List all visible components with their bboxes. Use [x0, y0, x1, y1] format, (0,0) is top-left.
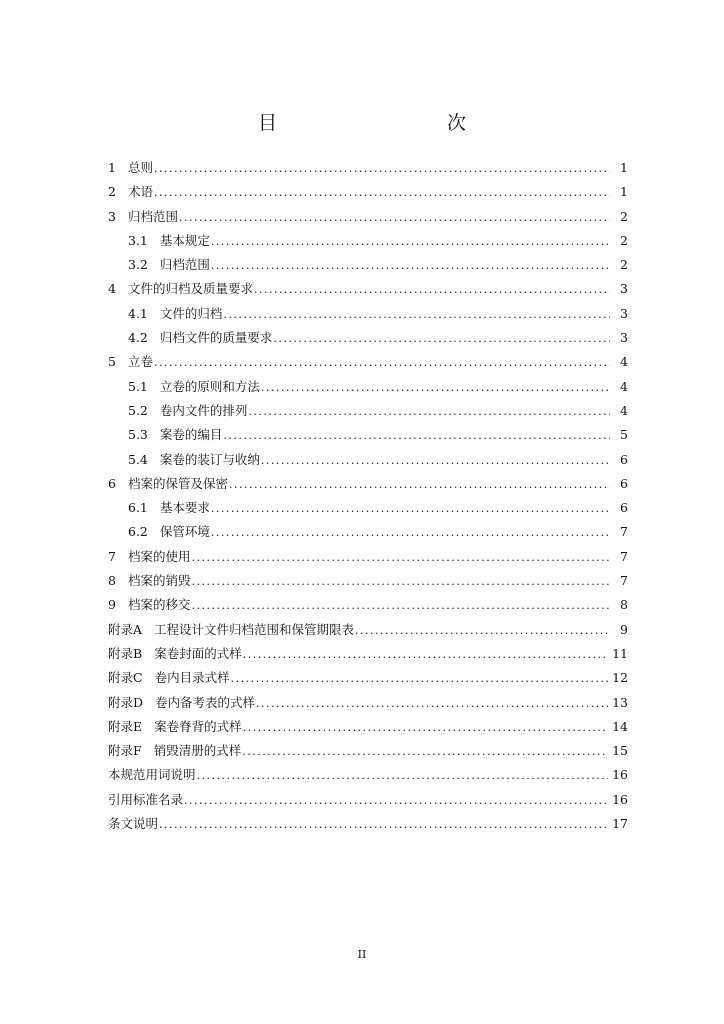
toc-entry-title: 总则: [127, 160, 153, 175]
table-of-contents: [108, 156, 628, 836]
toc-dot-leader: [159, 813, 608, 836]
toc-entry-page: 3: [620, 330, 628, 346]
toc-entry-title: 归档范围: [127, 208, 178, 224]
toc-entry-page: 2: [620, 208, 628, 224]
toc-entry-number: 9: [108, 597, 116, 613]
toc-entry-number: 5.1: [128, 378, 148, 394]
toc-entry[interactable]: [108, 812, 628, 836]
toc-entry-page: 6: [620, 451, 628, 467]
toc-entry[interactable]: [108, 496, 628, 520]
toc-dot-leader: [248, 400, 610, 423]
toc-entry-title: 立卷的原则和方法: [159, 378, 260, 394]
toc-dot-leader: [223, 303, 610, 326]
toc-dot-leader: [231, 667, 609, 690]
toc-entry-number: 4: [108, 281, 116, 297]
toc-entry[interactable]: [108, 448, 628, 472]
toc-entry-page: 2: [620, 232, 628, 248]
toc-entry-page: 4: [620, 402, 628, 418]
toc-entry-number: 6.2: [128, 524, 148, 540]
toc-dot-leader: [242, 740, 608, 763]
toc-entry-title: 卷内目录式样: [154, 670, 230, 686]
toc-dot-leader: [191, 546, 610, 569]
toc-entry-title: 卷内备考表的式样: [155, 694, 256, 710]
toc-entry-page: 8: [620, 597, 628, 613]
toc-entry-number: 1: [108, 160, 116, 175]
toc-dot-leader: [211, 521, 610, 544]
toc-entry[interactable]: [108, 423, 628, 447]
toc-entry-number: 附录D: [108, 694, 144, 710]
toc-entry[interactable]: [108, 618, 628, 642]
toc-entry-title: 案卷脊背的式样: [154, 718, 242, 734]
toc-entry-title: 案卷的装订与收纳: [159, 451, 260, 467]
toc-entry-number: 附录A: [108, 621, 143, 637]
toc-entry-title: 立卷: [127, 354, 153, 370]
toc-entry[interactable]: [108, 788, 628, 812]
toc-entry-number: 6: [108, 475, 116, 491]
toc-dot-leader: [154, 157, 610, 180]
toc-entry-title: 归档范围: [159, 257, 210, 273]
toc-entry-page: 7: [620, 573, 628, 589]
toc-entry-title: 销毁清册的式样: [153, 743, 242, 759]
toc-dot-leader: [243, 643, 608, 666]
toc-entry-number: 3.1: [128, 232, 148, 248]
toc-dot-leader: [191, 570, 610, 593]
toc-entry-title: 工程设计文件归档范围和保管期限表: [154, 621, 355, 637]
toc-entry-title: 档案的移交: [127, 597, 191, 613]
toc-entry[interactable]: [108, 277, 628, 301]
toc-entry-page: 6: [620, 475, 628, 491]
toc-entry[interactable]: [108, 472, 628, 496]
toc-entry-page: 11: [612, 645, 628, 661]
toc-entry-page: 7: [620, 524, 628, 540]
toc-entry[interactable]: [108, 520, 628, 544]
toc-dot-leader: [179, 206, 610, 229]
toc-entry-title: 案卷封面的式样: [154, 645, 242, 661]
toc-entry[interactable]: [108, 302, 628, 326]
toc-entry[interactable]: [108, 739, 628, 763]
toc-entry-page: 12: [612, 670, 628, 686]
toc-dot-leader: [211, 230, 610, 253]
toc-entry-title: 本规范用词说明: [108, 767, 196, 783]
toc-entry-page: 9: [620, 621, 628, 637]
toc-entry[interactable]: [108, 569, 628, 593]
toc-entry-page: 4: [620, 378, 628, 394]
toc-entry-number: 附录B: [108, 645, 143, 661]
toc-entry-number: 3.2: [128, 257, 148, 273]
toc-entry[interactable]: [108, 715, 628, 739]
toc-entry-title: 术语: [127, 184, 153, 200]
toc-entry-number: 5.3: [128, 427, 148, 443]
toc-dot-leader: [243, 716, 608, 739]
toc-dot-leader: [261, 376, 610, 399]
toc-entry-page: 7: [620, 548, 628, 564]
toc-entry-title: 卷内文件的排列: [159, 402, 248, 418]
toc-entry-page: 17: [612, 816, 628, 832]
toc-dot-leader: [184, 789, 608, 812]
toc-entry-page: 16: [612, 767, 628, 783]
toc-entry-number: 2: [108, 184, 116, 200]
toc-entry-number: 附录C: [108, 670, 143, 686]
toc-entry-page: 6: [620, 500, 628, 516]
toc-entry[interactable]: [108, 375, 628, 399]
toc-dot-leader: [254, 278, 610, 301]
toc-entry[interactable]: [108, 593, 628, 617]
toc-entry-page: 14: [612, 718, 628, 734]
toc-entry-number: 4.2: [128, 330, 148, 346]
toc-entry-number: 5.4: [128, 451, 148, 467]
toc-entry-title: 档案的保管及保密: [127, 475, 228, 491]
toc-entry[interactable]: [108, 156, 628, 180]
toc-entry-title: 基本要求: [159, 500, 210, 516]
toc-entry-page: 4: [620, 354, 628, 370]
toc-dot-leader: [154, 181, 610, 204]
toc-entry[interactable]: [108, 180, 628, 204]
toc-entry[interactable]: [108, 666, 628, 690]
toc-entry-title: 档案的销毁: [127, 573, 191, 589]
toc-entry-page: 2: [620, 257, 628, 273]
toc-entry[interactable]: [108, 350, 628, 374]
toc-entry-number: 7: [108, 548, 116, 564]
page-number: II: [357, 948, 367, 961]
toc-entry[interactable]: [108, 229, 628, 253]
toc-entry[interactable]: [108, 253, 628, 277]
toc-entry[interactable]: [108, 545, 628, 569]
toc-entry-page: 3: [620, 305, 628, 321]
toc-dot-leader: [191, 594, 610, 617]
toc-dot-leader: [256, 692, 608, 715]
toc-entry[interactable]: [108, 205, 628, 229]
toc-entry-number: 4.1: [128, 305, 148, 321]
toc-dot-leader: [229, 473, 610, 496]
toc-entry-title: 文件的归档及质量要求: [127, 281, 253, 297]
toc-entry-number: 5: [108, 354, 116, 370]
toc-entry-number: 附录E: [108, 718, 143, 734]
toc-entry-page: 1: [620, 160, 628, 175]
toc-entry-page: 3: [620, 281, 628, 297]
toc-entry-title: 条文说明: [108, 816, 159, 832]
toc-dot-leader: [223, 424, 610, 447]
toc-entry-title: 归档文件的质量要求: [159, 330, 273, 346]
toc-entry-title: 文件的归档: [159, 305, 223, 321]
toc-entry-page: 16: [612, 791, 628, 807]
toc-entry[interactable]: [108, 642, 628, 666]
toc-entry-number: 8: [108, 573, 116, 589]
toc-dot-leader: [211, 497, 610, 520]
toc-entry-page: 13: [612, 694, 628, 710]
toc-entry[interactable]: [108, 691, 628, 715]
toc-entry-title: 案卷的编目: [159, 427, 223, 443]
toc-entry-title: 引用标准名录: [108, 791, 184, 807]
toc-entry-number: 6.1: [128, 500, 148, 516]
toc-entry-title: 基本规定: [159, 232, 210, 248]
toc-entry-page: 5: [620, 427, 628, 443]
toc-dot-leader: [355, 619, 610, 642]
toc-entry-number: 3: [108, 208, 116, 224]
toc-dot-leader: [197, 764, 609, 787]
toc-entry-title: 保管环境: [159, 524, 210, 540]
toc-entry-number: 附录F: [108, 743, 142, 759]
toc-entry-page: 15: [612, 743, 628, 759]
toc-entry-number: 5.2: [128, 402, 148, 418]
toc-entry[interactable]: [108, 399, 628, 423]
toc-dot-leader: [154, 351, 610, 374]
toc-entry[interactable]: [108, 763, 628, 787]
toc-entry-page: 1: [620, 184, 628, 200]
toc-dot-leader: [261, 449, 610, 472]
toc-dot-leader: [273, 327, 610, 350]
toc-entry[interactable]: [108, 326, 628, 350]
toc-entry-title: 档案的使用: [127, 548, 191, 564]
page-title: 目 次: [257, 112, 510, 134]
toc-dot-leader: [211, 254, 610, 277]
